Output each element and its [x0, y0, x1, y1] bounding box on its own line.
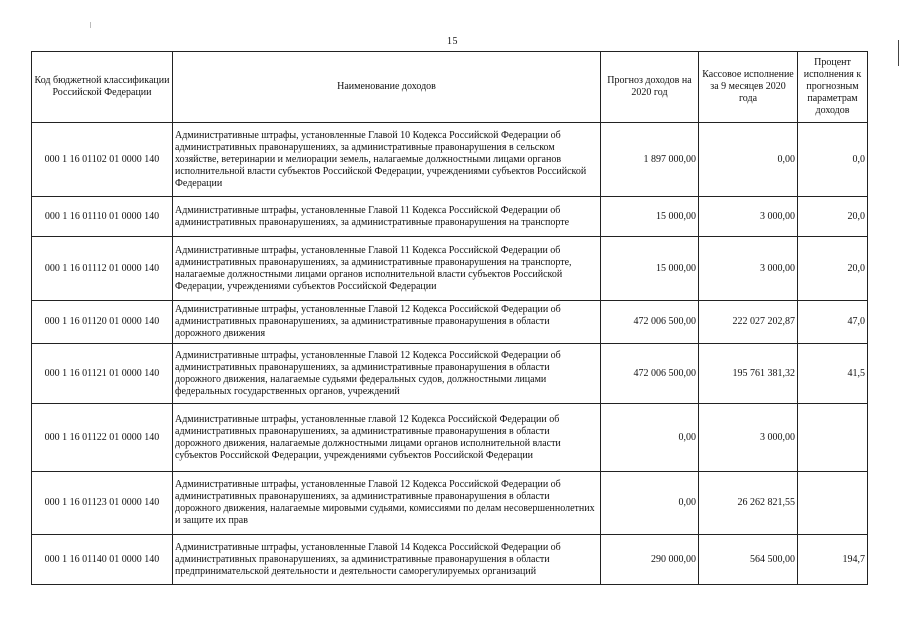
actual-value: 564 500,00 [699, 535, 798, 585]
percent-value: 0,0 [798, 123, 868, 197]
budget-code: 000 1 16 01120 01 0000 140 [32, 301, 173, 344]
budget-code: 000 1 16 01102 01 0000 140 [32, 123, 173, 197]
budget-code: 000 1 16 01121 01 0000 140 [32, 344, 173, 404]
table-row [32, 123, 868, 197]
budget-code: 000 1 16 01122 01 0000 140 [32, 404, 173, 472]
percent-value: 47,0 [798, 301, 868, 344]
revenue-name: Административные штрафы, установленные Главой 10 Кодекса Российской Федерации об административных правонарушениях, за административные правонарушения в сельском хозяйстве, ветеринарии и мелиорации земель, налагаемые должностными лицами органов исполнительной власти субъектов Российской Федерации, учреждениями субъектов Российской Федерации [173, 123, 601, 197]
revenue-name: Административные штрафы, установленные Главой 12 Кодекса Российской Федерации об административных правонарушениях, за административные правонарушения в области дорожного движения, налагаемые мировыми судьями, комиссиями по делам несовершеннолетних и защите их прав [173, 472, 601, 535]
revenue-name: Административные штрафы, установленные Главой 14 Кодекса Российской Федерации об административных правонарушениях, за административные правонарушения в области предпринимательской деятельности и деятельности саморегулируемых организаций [173, 535, 601, 585]
revenue-name: Административные штрафы, установленные Главой 12 Кодекса Российской Федерации об административных правонарушениях, за административные правонарушения в области дорожного движения, налагаемые судьями федеральных судов, должностными лицами федеральных государственных органов, учреждений [173, 344, 601, 404]
percent-value: 20,0 [798, 237, 868, 301]
revenue-name: Административные штрафы, установленные Главой 12 Кодекса Российской Федерации об административных правонарушениях, за административные правонарушения в области дорожного движения [173, 301, 601, 344]
revenue-table [31, 51, 868, 585]
budget-code: 000 1 16 01110 01 0000 140 [32, 197, 173, 237]
revenue-name: Административные штрафы, установленные Главой 11 Кодекса Российской Федерации об административных правонарушениях, за административные правонарушения на транспорте [173, 197, 601, 237]
table-header-row [32, 52, 868, 123]
forecast-value: 0,00 [601, 404, 699, 472]
budget-code: 000 1 16 01123 01 0000 140 [32, 472, 173, 535]
forecast-value: 0,00 [601, 472, 699, 535]
actual-value: 3 000,00 [699, 237, 798, 301]
percent-value [798, 472, 868, 535]
forecast-value: 290 000,00 [601, 535, 699, 585]
header-percent: Процент исполнения к прогнозным параметрам доходов [798, 52, 868, 123]
header-actual: Кассовое исполнение за 9 месяцев 2020 года [699, 52, 798, 123]
scan-mark [90, 22, 91, 28]
header-code: Код бюджетной классификации Российской Федерации [32, 52, 173, 123]
actual-value: 222 027 202,87 [699, 301, 798, 344]
forecast-value: 15 000,00 [601, 237, 699, 301]
table-row [32, 237, 868, 301]
table-row [32, 197, 868, 237]
budget-code: 000 1 16 01140 01 0000 140 [32, 535, 173, 585]
header-name: Наименование доходов [173, 52, 601, 123]
forecast-value: 472 006 500,00 [601, 301, 699, 344]
forecast-value: 472 006 500,00 [601, 344, 699, 404]
percent-value [798, 404, 868, 472]
revenue-name: Административные штрафы, установленные Главой 11 Кодекса Российской Федерации об административных правонарушениях, за административные правонарушения на транспорте, налагаемые должностными лицами органов исполнительной власти субъектов Российской Федерации, учреждениями субъектов Российской Федерации [173, 237, 601, 301]
actual-value: 26 262 821,55 [699, 472, 798, 535]
actual-value: 195 761 381,32 [699, 344, 798, 404]
actual-value: 3 000,00 [699, 404, 798, 472]
page-number: 15 [447, 36, 458, 47]
table-row [32, 301, 868, 344]
actual-value: 3 000,00 [699, 197, 798, 237]
table-row [32, 472, 868, 535]
revenue-name: Административные штрафы, установленные главой 12 Кодекса Российской Федерации об административных правонарушениях, за административные правонарушения в области дорожного движения, налагаемые должностными лицами органов исполнительной власти субъектов Российской Федерации, учреждениями субъектов Российской Федерации [173, 404, 601, 472]
percent-value: 194,7 [798, 535, 868, 585]
percent-value: 20,0 [798, 197, 868, 237]
percent-value: 41,5 [798, 344, 868, 404]
forecast-value: 15 000,00 [601, 197, 699, 237]
table-row [32, 404, 868, 472]
budget-code: 000 1 16 01112 01 0000 140 [32, 237, 173, 301]
table-row [32, 535, 868, 585]
table-row [32, 344, 868, 404]
header-forecast: Прогноз доходов на 2020 год [601, 52, 699, 123]
actual-value: 0,00 [699, 123, 798, 197]
forecast-value: 1 897 000,00 [601, 123, 699, 197]
